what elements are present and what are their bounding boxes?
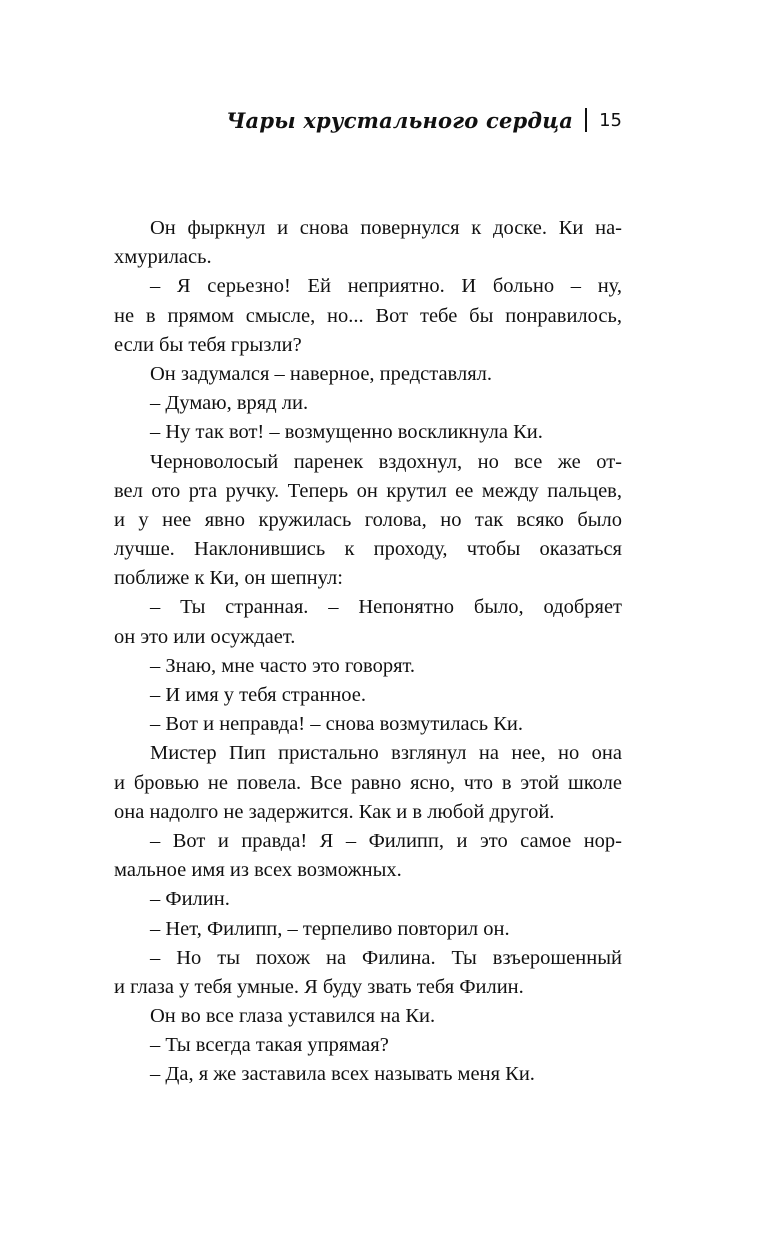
text-line: – Нет, Филипп, – терпеливо повторил он. (150, 917, 510, 940)
text-line: Он задумался – наверное, представлял. (150, 362, 492, 385)
text-line: и бровью не повела. Все равно ясно, что в этой школе (114, 771, 622, 794)
text-line: Он фыркнул и снова повернулся к доске. Ки на- (150, 217, 622, 239)
text-line: если бы тебя грызли? (114, 333, 302, 356)
text-line: Он во все глаза уставился на Ки. (150, 1005, 436, 1028)
text-line: и у нее явно кружилась голова, но так всяко было (114, 508, 622, 531)
running-head (226, 100, 622, 140)
text-line: – Я серьезно! Ей неприятно. И больно – ну, (150, 275, 622, 298)
text-line: и глаза у тебя умные. Я буду звать тебя Филин. (114, 975, 524, 998)
text-line: – Но ты похож на Филина. Ты взъерошенный (150, 946, 622, 969)
body-text (114, 214, 622, 1090)
text-line: Черноволосый паренек вздохнул, но все же от- (150, 450, 622, 473)
page-number: 15 (599, 109, 622, 131)
running-title: Чары хрустального сердца (226, 107, 574, 133)
text-line: – Думаю, вряд ли. (150, 392, 309, 415)
text-line: – Ты всегда такая упрямая? (150, 1034, 389, 1057)
text-line: поближе к Ки, он шепнул: (114, 567, 343, 590)
text-line: Мистер Пип пристально взглянул на нее, но она (150, 742, 622, 765)
text-line: – Да, я же заставила всех называть меня Ки. (150, 1063, 535, 1086)
text-line: – Вот и правда! Я – Филипп, и это самое нор- (150, 829, 622, 852)
text-line: – Знаю, мне часто это говорят. (150, 654, 416, 677)
text-line: не в прямом смысле, но... Вот тебе бы понравилось, (114, 304, 622, 327)
text-line: мальное имя из всех возможных. (114, 859, 402, 882)
text-line: он это или осуждает. (114, 625, 296, 648)
text-line: вел ото рта ручку. Теперь он крутил ее между пальцев, (114, 479, 622, 502)
text-line: хмурилась. (114, 246, 212, 269)
text-line: она надолго не задержится. Как и в любой другой. (114, 800, 555, 823)
text-line: – Филин. (150, 888, 230, 911)
text-line: – Ты странная. – Непонятно было, одобряет (150, 596, 622, 619)
text-line: лучше. Наклонившись к проходу, чтобы оказаться (114, 538, 622, 561)
text-line: – Ну так вот! – возмущенно воскликнула Ки. (150, 421, 543, 444)
text-line: – Вот и неправда! – снова возмутилась Ки. (150, 713, 523, 736)
header-divider (585, 108, 587, 132)
text-line: – И имя у тебя странное. (150, 684, 367, 706)
